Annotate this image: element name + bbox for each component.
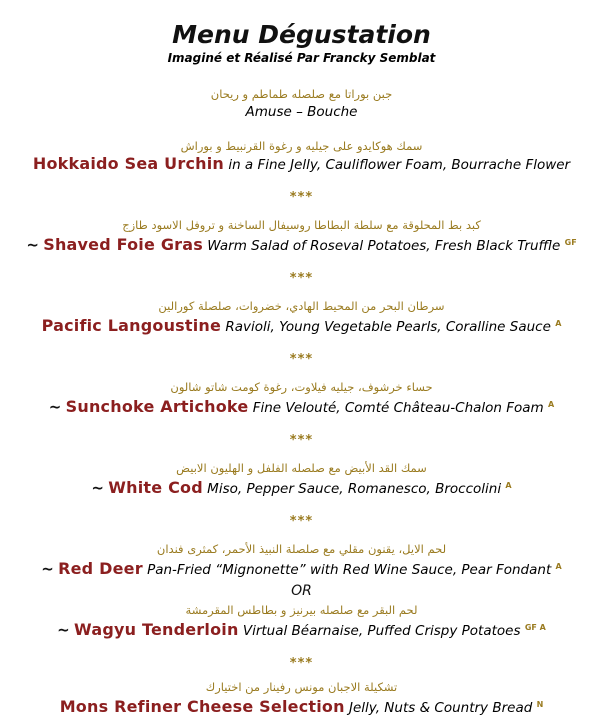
course-arabic-text: لحم الايل، يقنون مقلي مع صلصلة النبيذ الأحمر، كمثرى فندان <box>156 542 447 556</box>
course-dish-line <box>0 102 603 122</box>
dish-description: in a Fine Jelly, Cauliflower Foam, Bourrache Flower <box>228 157 571 173</box>
course-hokkaido-sea-urchin <box>0 138 603 175</box>
signature-mark: ~ <box>26 236 39 254</box>
signature-mark: ~ <box>41 560 54 578</box>
course-dish-line <box>0 557 603 580</box>
course-shaved-foie-gras <box>0 217 603 256</box>
dish-name: Wagyu Tenderloin <box>74 620 239 639</box>
course-dish-line <box>0 154 603 175</box>
dish-description: Warm Salad of Roseval Potatoes, Fresh Black Truffle <box>207 238 561 254</box>
course-arabic-text: سرطان البحر من المحيط الهادي، خضروات، صلصلة كورالين <box>158 299 445 313</box>
dish-description: Virtual Béarnaise, Puffed Crispy Potatoes <box>242 623 521 639</box>
signature-mark: ~ <box>91 479 104 497</box>
course-dish-line <box>0 314 603 337</box>
dietary-badge: A <box>555 562 562 571</box>
course-dish-line <box>0 695 603 718</box>
menu-subtitle: Imaginé et Réalisé Par Francky Semblat <box>167 51 436 65</box>
course-amuse-bouche <box>0 86 603 122</box>
signature-mark: ~ <box>48 398 62 416</box>
course-sunchoke-artichoke <box>0 379 603 418</box>
dish-name: Mons Refiner Cheese Selection <box>59 697 345 716</box>
course-arabic-text: لحم البقر مع صلصله بيرنيز و بطاطس المقرمشة <box>185 603 418 617</box>
course-separator: *** <box>289 514 314 529</box>
course-white-cod <box>0 460 603 499</box>
course-dish-line <box>0 618 603 641</box>
dish-description: Pan-Fried “Mignonette” with Red Wine Sauce, Pear Fondant <box>147 562 552 578</box>
dietary-badge: N <box>536 700 544 709</box>
dish-description: Jelly, Nuts & Country Bread <box>349 700 533 716</box>
dietary-badge: A <box>555 319 562 328</box>
dish-name: Pacific Langoustine <box>41 316 222 335</box>
or-divider: OR <box>291 583 312 599</box>
dietary-badge: GF A <box>524 623 546 632</box>
dish-name: Red Deer <box>58 559 143 578</box>
course-cheese-selection <box>0 679 603 718</box>
course-separator: *** <box>289 656 314 671</box>
signature-mark: ~ <box>57 621 70 639</box>
course-red-deer <box>0 541 603 580</box>
dish-name: Shaved Foie Gras <box>43 235 203 254</box>
dish-name: Sunchoke Artichoke <box>65 397 249 416</box>
dietary-badge: A <box>505 481 512 490</box>
course-wagyu-tenderloin <box>0 602 603 641</box>
course-separator: *** <box>289 433 314 448</box>
dietary-badge: A <box>548 400 555 409</box>
course-arabic-text: سمك القد الأبيض مع صلصله الفلفل و الهليون الابيض <box>176 461 427 475</box>
menu-title: Menu Dégustation <box>172 20 431 49</box>
dish-name: White Cod <box>108 478 203 497</box>
dish-description: Amuse – Bouche <box>245 104 358 120</box>
course-dish-line <box>0 395 603 418</box>
dish-description: Ravioli, Young Vegetable Pearls, Coralline Sauce <box>225 319 551 335</box>
dish-description: Miso, Pepper Sauce, Romanesco, Broccolini <box>207 481 502 497</box>
dish-name: Hokkaido Sea Urchin <box>32 154 225 173</box>
course-arabic-text: تشكيلة الاجبان مونس رفينار من اختيارك <box>205 680 398 694</box>
course-separator: *** <box>289 352 314 367</box>
course-arabic-text: حساء خرشوف، جيليه فيلاوت، رغوة كومت شاتو شالون <box>170 380 433 394</box>
course-arabic-text: سمك هوكايدو على جيليه و رغوة القرنبيط و بوراش <box>180 139 423 153</box>
course-pacific-langoustine <box>0 298 603 337</box>
course-separator: *** <box>289 271 314 286</box>
course-separator: *** <box>289 190 314 205</box>
dish-description: Fine Velouté, Comté Château-Chalon Foam <box>252 400 544 416</box>
course-dish-line <box>0 233 603 256</box>
course-dish-line <box>0 476 603 499</box>
course-arabic-text: كبد بط المحلوقة مع سلطة البطاطا روسيفال الساخنة و تروفل الاسود طازج <box>122 218 481 232</box>
course-arabic-text: جبن بوراتا مع صلصله طماطم و ريحان <box>210 87 393 101</box>
dietary-badge: GF <box>564 238 577 247</box>
